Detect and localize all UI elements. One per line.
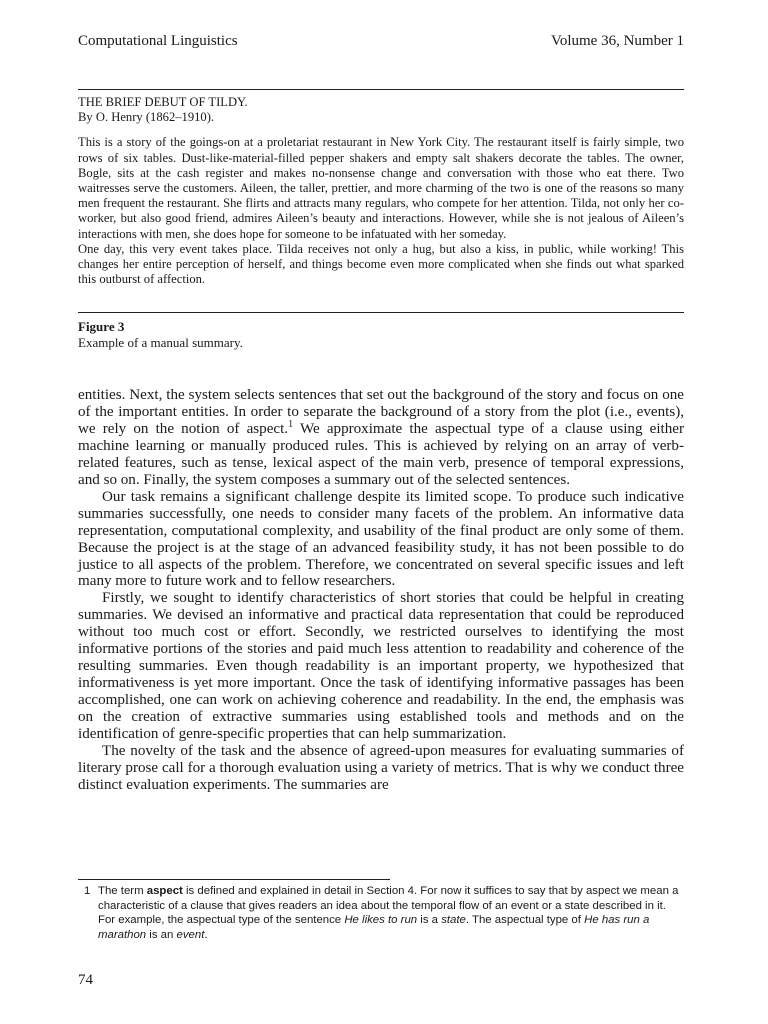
footnote-text-part: is a	[417, 914, 442, 926]
page-number: 74	[78, 972, 93, 988]
footnote-text-part: The term	[98, 885, 147, 897]
footnote-type-1: state	[441, 914, 466, 926]
figure-label: Figure 3	[78, 319, 125, 334]
footnote-marker[interactable]: 1	[288, 418, 294, 430]
body-paragraph-1-end: We approximate the aspectual type of a clause using either machine learning or manually produced rules. This is achieved by relying on an array of verb-related features, such as tense, lexical aspect of the main verb, presence of temporal expressions, and so on. Finally, the system composes a summary out of the selected sentences.	[78, 420, 684, 488]
footnote-text-part: .	[204, 928, 208, 941]
body-text	[78, 387, 684, 794]
figure-box	[78, 95, 684, 287]
figure-bottom-rule	[78, 312, 684, 313]
footnote-text-part: . The aspectual type of	[465, 914, 585, 926]
figure-summary-paragraph-2: One day, this very event takes place. Tilda receives not only a hug, but also a kiss, in public, while working! This changes her entire perception of herself, and things become even more complicated when she finds out what sparked this outburst of affection.	[78, 241, 684, 287]
body-paragraph-1	[78, 387, 684, 489]
journal-name: Computational Linguistics	[78, 33, 238, 49]
footnote-example-2: He has run a marathon	[98, 914, 650, 941]
body-paragraph-2: Our task remains a significant challenge despite its limited scope. To produce such indicative summaries successfully, one needs to consider many facets of the problem. An informative data representation, computational complexity, and usability of the final product are only some of them. Because the project is at the stage of an advanced feasibility study, it has not been possible to do justice to all aspects of the problem. Therefore, we concentrated on several specific issues and left many more to future work and to fellow researchers.	[78, 488, 684, 590]
footnote-rule	[78, 879, 390, 880]
figure-top-rule	[78, 89, 684, 90]
footnote-text-part: is defined and explained in detail in Section 4. For now it suffices to say that by aspect we mean a characteristic of a clause that gives readers an idea about the temporal flow of an event or a state described in it. For example, the aspectual type of the sentence	[98, 885, 679, 926]
footnote-text	[98, 884, 684, 942]
volume-number: Volume 36, Number 1	[550, 33, 684, 49]
footnote	[78, 884, 684, 942]
figure-story-title: THE BRIEF DEBUT OF TILDY.	[78, 95, 248, 109]
body-paragraph-4: The novelty of the task and the absence of agreed-upon measures for evaluating summaries of literary prose call for a thorough evaluation using a variety of metrics. That is why we conduct three distinct evaluation experiments. The summaries are	[78, 743, 684, 793]
footnote-example-1: He likes to run	[344, 914, 418, 926]
footnote-term: aspect	[146, 885, 183, 897]
figure-caption	[78, 319, 243, 351]
body-paragraph-1-start: entities. Next, the system selects sentences that set out the background of the story and focus on one of the important entities. In order to separate the background of a story from the plot (i.e., events), we rely on the notion of aspect.	[78, 387, 684, 437]
footnote-number: 1	[84, 885, 91, 897]
figure-caption-text: Example of a manual summary.	[78, 335, 243, 350]
footnote-type-2: event	[176, 928, 205, 941]
footnote-text-part: is an	[146, 928, 177, 941]
body-paragraph-3: Firstly, we sought to identify characteristics of short stories that could be helpful in creating summaries. We devised an informative and practical data representation that could be reproduced without too much cost or effort. Secondly, we restricted ourselves to identifying the most informative portions of the stories and paid much less attention to readability and coherence of the resulting summaries. Even though readability is an important property, we hypothesized that informativeness is yet more important. Once the task of identifying informative passages has been accomplished, one can work on achieving coherence and readability. In the end, the emphasis was on the creation of extractive summaries using established tools and methods and on the identification of genre-specific properties that can help summarization.	[78, 590, 684, 743]
figure-story-author: By O. Henry (1862–1910).	[78, 110, 215, 125]
figure-summary-paragraph-1: This is a story of the goings-on at a proletariat restaurant in New York City. The restaurant itself is fairly simple, two rows of six tables. Dust-like-material-filled pepper shakers and empty salt shakers decorate the tables. The owner, Bogle, sits at the cash register and makes no-nonsense change and conversation with those who eat there. Two waitresses serve the customers. Aileen, the taller, prettier, and more charming of the two is one of the reasons so many men frequent the restaurant. She flirts and attracts many regulars, who compete for her attention. Tilda, not only her co-worker, but also good friend, admires Aileen’s beauty and interactions. However, while she is not jealous of Aileen’s interactions with men, she does hope for someone to be infatuated with her someday.	[78, 135, 684, 241]
